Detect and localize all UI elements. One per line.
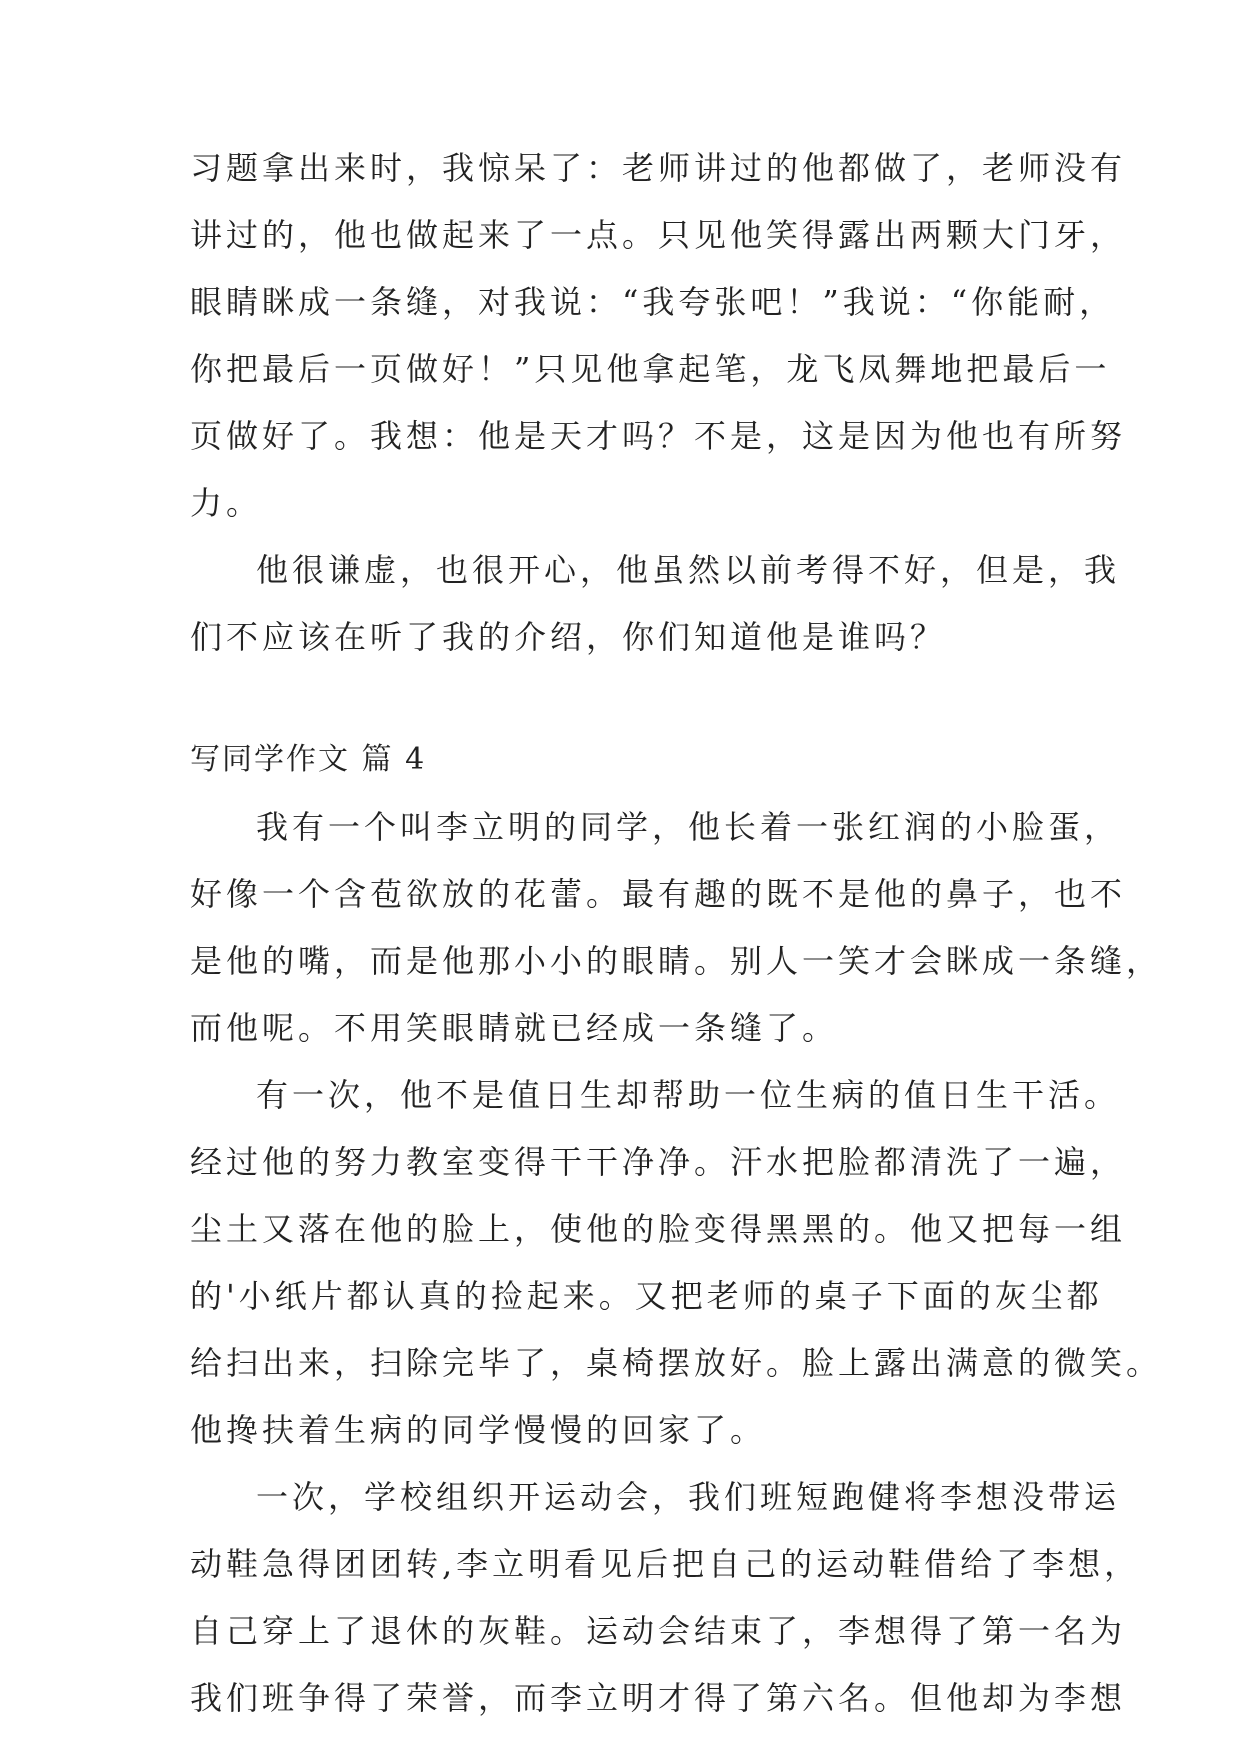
text-line: 尘土又落在他的脸上，使他的脸变得黑黑的。他又把每一组 [190, 1210, 1127, 1248]
text-line: 是他的嘴，而是他那小小的眼睛。别人一笑才会眯成一条缝， [190, 942, 1163, 980]
text-line: 好像一个含苞欲放的花蕾。最有趣的既不是他的鼻子，也不 [190, 875, 1127, 913]
text-line: 有一次，他不是值日生却帮助一位生病的值日生干活。 [256, 1076, 1121, 1114]
text-line: 他很谦虚，也很开心，他虽然以前考得不好，但是，我 [256, 551, 1121, 589]
text-line: 眼睛眯成一条缝，对我说：“我夸张吧！”我说：“你能耐， [190, 283, 1116, 321]
text-line: 一次，学校组织开运动会，我们班短跑健将李想没带运 [256, 1478, 1121, 1516]
text-line: 自己穿上了退休的灰鞋。运动会结束了，李想得了第一名为 [190, 1612, 1127, 1650]
text-line: 你把最后一页做好！”只见他拿起笔，龙飞凤舞地把最后一 [190, 350, 1111, 388]
section-heading: 写同学作文 篇 4 [190, 742, 427, 777]
text-line: 给扫出来，扫除完毕了，桌椅摆放好。脸上露出满意的微笑。 [190, 1344, 1163, 1382]
text-line: 他搀扶着生病的同学慢慢的回家了。 [190, 1411, 767, 1449]
text-line: 力。 [190, 484, 263, 522]
text-line: 的'小纸片都认真的捡起来。又把老师的桌子下面的灰尘都 [190, 1277, 1103, 1315]
text-line: 页做好了。我想：他是天才吗？不是，这是因为他也有所努 [190, 417, 1127, 455]
text-line: 而他呢。不用笑眼睛就已经成一条缝了。 [190, 1009, 839, 1047]
text-line: 习题拿出来时，我惊呆了：老师讲过的他都做了，老师没有 [190, 149, 1127, 187]
text-line: 讲过的，他也做起来了一点。只见他笑得露出两颗大门牙， [190, 216, 1127, 254]
text-line: 经过他的努力教室变得干干净净。汗水把脸都清洗了一遍， [190, 1143, 1127, 1181]
text-line: 们不应该在听了我的介绍，你们知道他是谁吗？ [190, 618, 947, 656]
text-line: 动鞋急得团团转,李立明看见后把自己的运动鞋借给了李想， [190, 1545, 1141, 1583]
text-line: 我有一个叫李立明的同学，他长着一张红润的小脸蛋， [256, 808, 1121, 846]
text-line: 我们班争得了荣誉，而李立明才得了第六名。但他却为李想 [190, 1679, 1127, 1717]
